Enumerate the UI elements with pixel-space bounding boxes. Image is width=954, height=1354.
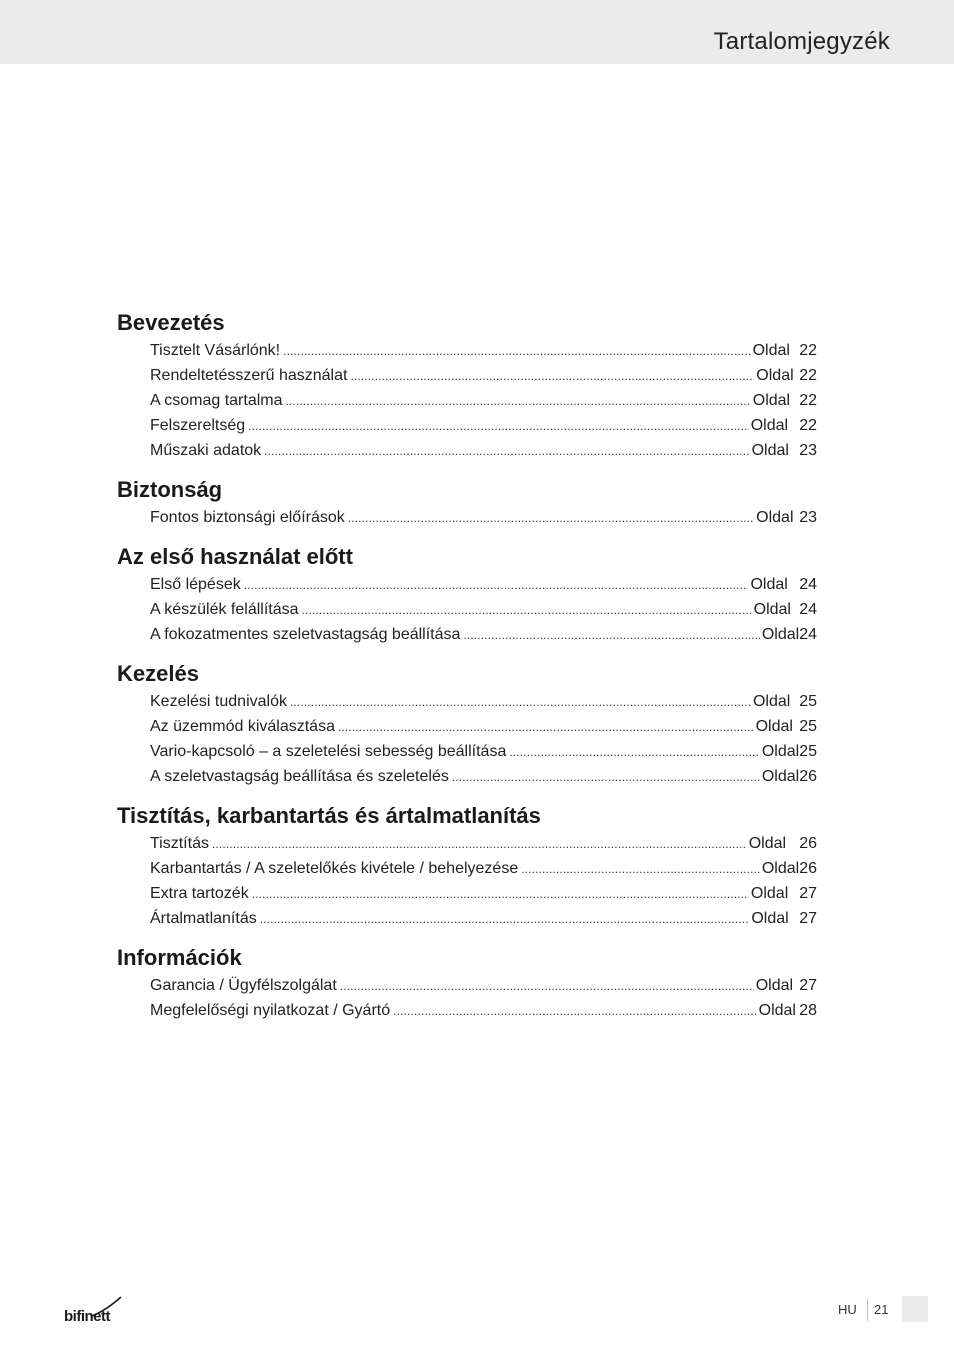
toc-page-number: 22 <box>799 367 817 384</box>
toc-page-word: Oldal <box>750 576 788 593</box>
toc-entry-label: A fokozatmentes szeletvastagság beállítása <box>150 626 461 643</box>
toc-dot-leader <box>340 974 754 999</box>
toc-page-word: Oldal <box>761 626 800 643</box>
toc-dot-leader <box>509 740 759 765</box>
toc-entry-label: Extra tartozék <box>150 885 249 902</box>
toc-dot-leader <box>286 389 751 414</box>
toc-entry-label: Ártalmatlanítás <box>150 910 257 927</box>
toc-entry[interactable] <box>117 831 817 856</box>
toc-page-word: Oldal <box>751 442 789 459</box>
toc-entry[interactable] <box>117 739 817 764</box>
toc-page-number: 25 <box>799 718 817 735</box>
toc-section-title: Információk <box>117 945 242 970</box>
toc-page-number: 24 <box>799 626 817 643</box>
toc-entry-label: Tisztelt Vásárlónk! <box>150 342 281 359</box>
toc-page-number: 26 <box>799 835 817 852</box>
toc-entry-label: Az üzemmód kiválasztása <box>150 718 335 735</box>
toc-entry[interactable] <box>117 689 817 714</box>
toc-entry[interactable] <box>117 622 817 647</box>
toc-entry-label: Rendeltetésszerű használat <box>150 367 348 384</box>
toc-entry[interactable] <box>117 906 817 931</box>
toc-section <box>117 943 817 1023</box>
toc-section <box>117 659 817 789</box>
toc-dot-leader <box>260 907 750 932</box>
toc-page-number: 25 <box>799 743 817 760</box>
toc-dot-leader <box>290 690 751 715</box>
toc-page-word: Oldal <box>752 342 790 359</box>
toc-dot-leader <box>521 857 760 882</box>
toc-entry-label: Műszaki adatok <box>150 442 262 459</box>
page-title: Tartalomjegyzék <box>713 28 890 55</box>
toc-entry[interactable] <box>117 505 817 530</box>
toc-page-number: 26 <box>799 768 817 785</box>
toc-section-title: Az első használat előtt <box>117 544 353 569</box>
toc-page-number: 26 <box>799 860 817 877</box>
toc-entry-label: A csomag tartalma <box>150 392 283 409</box>
brand-logo <box>64 1296 126 1326</box>
toc-page-number: 27 <box>799 977 817 994</box>
toc-entry[interactable] <box>117 856 817 881</box>
toc-page-number: 25 <box>799 693 817 710</box>
footer-divider <box>867 1299 868 1321</box>
toc-page-word: Oldal <box>755 977 794 994</box>
toc-page-number: 24 <box>799 601 817 618</box>
toc-dot-leader <box>283 339 750 364</box>
toc-entry[interactable] <box>117 363 817 388</box>
toc-section <box>117 542 817 647</box>
toc-dot-leader <box>338 715 754 740</box>
toc-entry[interactable] <box>117 338 817 363</box>
toc-page-number: 22 <box>799 392 817 409</box>
toc-entry-label: Első lépések <box>150 576 241 593</box>
toc-dot-leader <box>348 506 754 531</box>
logo-text: bifinett <box>64 1308 110 1325</box>
toc-dot-leader <box>393 999 757 1024</box>
toc-page-word: Oldal <box>761 768 800 785</box>
toc-page-word: Oldal <box>750 417 789 434</box>
toc-dot-leader <box>302 598 752 623</box>
footer-page-number: 21 <box>874 1302 889 1317</box>
toc-dot-leader <box>452 765 760 790</box>
toc-entry[interactable] <box>117 973 817 998</box>
toc-page-number: 23 <box>799 509 817 526</box>
toc-page-word: Oldal <box>758 1002 796 1019</box>
toc-page-word: Oldal <box>748 835 787 852</box>
toc-dot-leader <box>248 414 749 439</box>
toc-dot-leader <box>212 832 747 857</box>
toc-page-word: Oldal <box>756 509 794 526</box>
toc-page-word: Oldal <box>755 718 793 735</box>
toc-page-word: Oldal <box>753 601 791 618</box>
toc-entry-label: Vario-kapcsoló – a szeletelési sebesség beállítása <box>150 743 507 760</box>
toc-page-word: Oldal <box>756 367 794 384</box>
toc-dot-leader <box>252 882 749 907</box>
toc-entry-label: Kezelési tudnivalók <box>150 693 287 710</box>
toc-section <box>117 308 817 463</box>
toc-dot-leader <box>264 439 749 464</box>
toc-entry-label: Fontos biztonsági előírások <box>150 509 345 526</box>
toc-dot-leader <box>244 573 749 598</box>
toc-page-word: Oldal <box>761 743 800 760</box>
toc-page-word: Oldal <box>761 860 800 877</box>
toc-entry[interactable] <box>117 714 817 739</box>
toc-section-title: Tisztítás, karbantartás és ártalmatlanítás <box>117 803 541 828</box>
toc-entry-label: Megfelelőségi nyilatkozat / Gyártó <box>150 1002 391 1019</box>
toc-entry-label: Tisztítás <box>150 835 209 852</box>
toc-entry[interactable] <box>117 597 817 622</box>
toc-entry[interactable] <box>117 438 817 463</box>
toc-entry[interactable] <box>117 881 817 906</box>
footer-tab-box <box>902 1296 928 1322</box>
footer-language: HU <box>838 1302 857 1317</box>
toc-entry-label: Karbantartás / A szeletelőkés kivétele / behelyezése <box>150 860 519 877</box>
table-of-contents <box>117 308 817 1035</box>
toc-page-number: 27 <box>799 910 817 927</box>
toc-page-number: 27 <box>799 885 817 902</box>
toc-page-number: 28 <box>799 1002 817 1019</box>
toc-dot-leader <box>463 623 759 648</box>
toc-entry[interactable] <box>117 572 817 597</box>
toc-section-title: Bevezetés <box>117 310 225 335</box>
toc-entry[interactable] <box>117 413 817 438</box>
toc-section-title: Kezelés <box>117 661 199 686</box>
toc-page-number: 23 <box>799 442 817 459</box>
toc-page-number: 22 <box>799 342 817 359</box>
toc-entry-label: A szeletvastagság beállítása és szeletelés <box>150 768 449 785</box>
toc-page-number: 22 <box>799 417 817 434</box>
toc-entry[interactable] <box>117 764 817 789</box>
toc-section <box>117 475 817 530</box>
toc-section <box>117 801 817 931</box>
toc-page-word: Oldal <box>752 693 791 710</box>
toc-entry-label: Felszereltség <box>150 417 246 434</box>
toc-entry-label: A készülék felállítása <box>150 601 299 618</box>
toc-page-word: Oldal <box>750 885 789 902</box>
toc-entry[interactable] <box>117 388 817 413</box>
toc-page-number: 24 <box>799 576 817 593</box>
toc-page-word: Oldal <box>751 910 789 927</box>
toc-entry[interactable] <box>117 998 817 1023</box>
toc-entry-label: Garancia / Ügyfélszolgálat <box>150 977 337 994</box>
toc-section-title: Biztonság <box>117 477 223 502</box>
toc-dot-leader <box>350 364 754 389</box>
toc-page-word: Oldal <box>752 392 791 409</box>
